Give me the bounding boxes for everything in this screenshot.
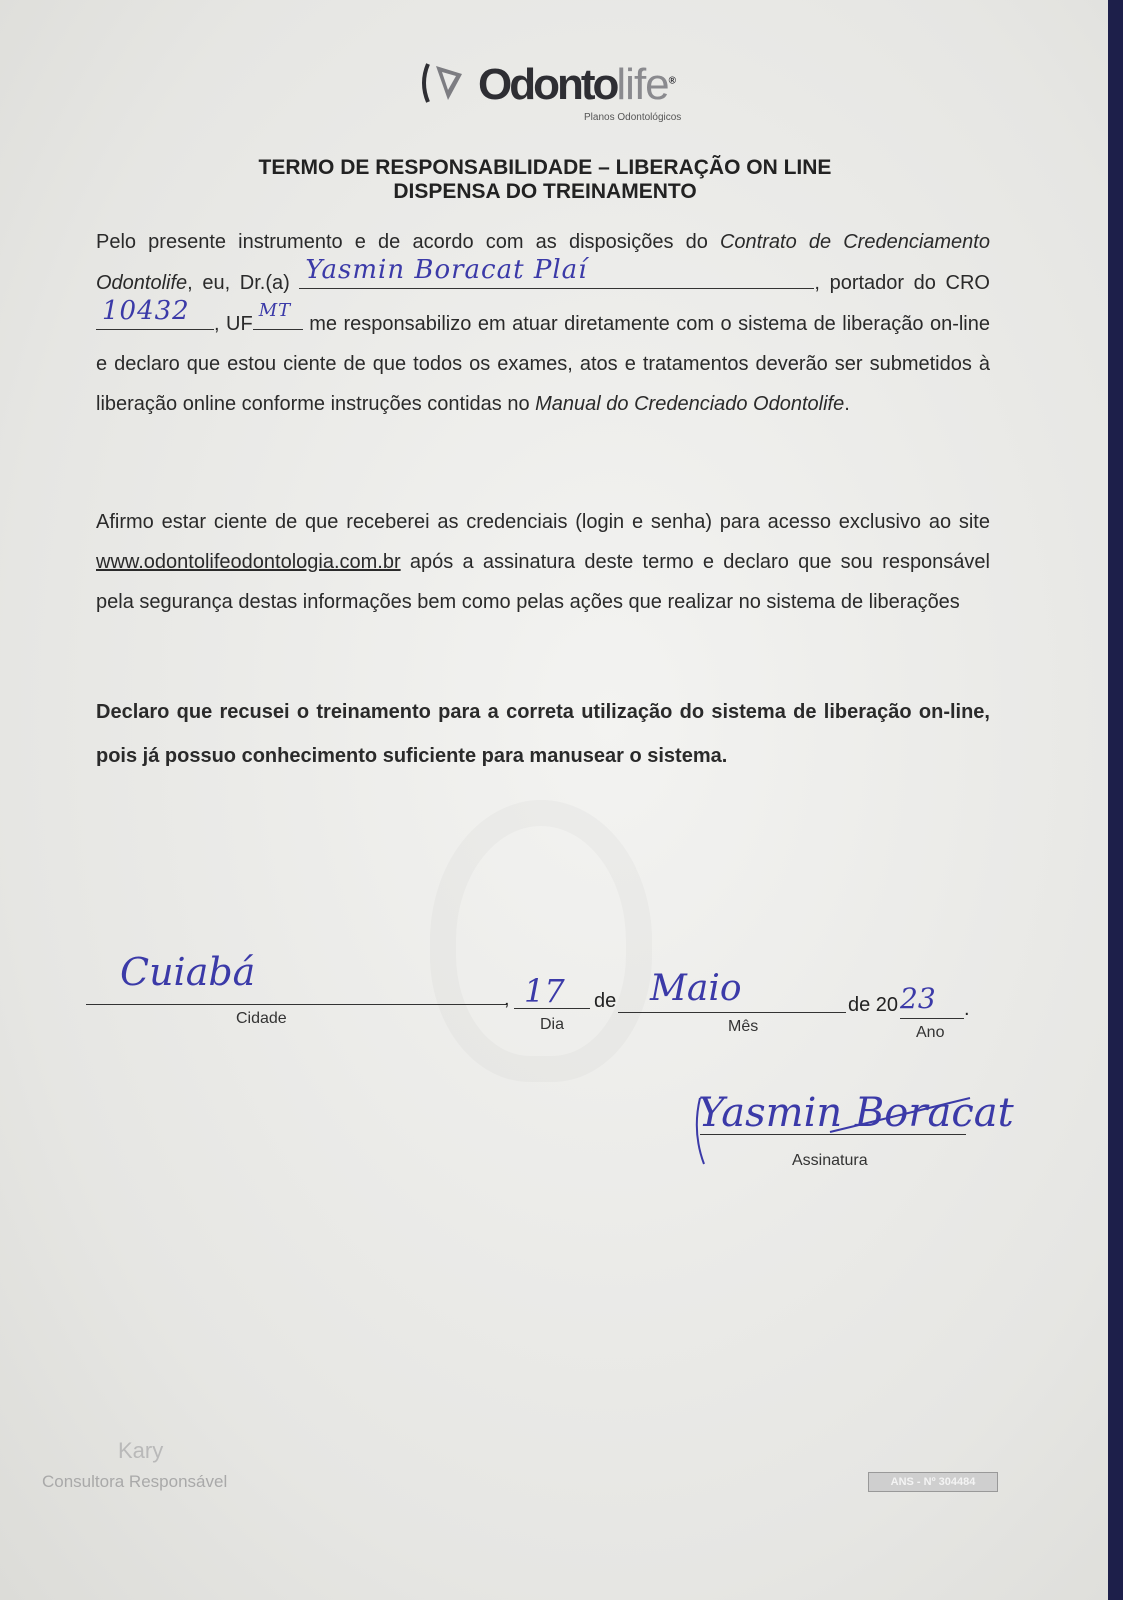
contract-name: Contrato de Credenciamento Odontolife	[96, 231, 990, 294]
p1-text-a: Pelo presente instrumento e de acordo com as disposições do	[96, 231, 720, 253]
date-period: .	[964, 998, 970, 1020]
signature-handwritten: Yasmin Boracat	[698, 1090, 1014, 1136]
signature-label: Assinatura	[792, 1152, 868, 1169]
p1-text-f: .	[844, 393, 850, 415]
ans-registration-stamp: ANS - Nº 304484	[868, 1472, 998, 1492]
p2-text-b: após a assinatura deste termo e declaro que sou responsável pela segurança destas informações bem como pelas ações que realizar no sistema de liberações	[96, 551, 990, 613]
document-title-line1: TERMO DE RESPONSABILIDADE – LIBERAÇÃO ON LINE	[258, 156, 832, 179]
paragraph-credentials	[96, 502, 990, 622]
uf-handwritten: MT	[258, 300, 292, 321]
day-line[interactable]	[514, 1008, 590, 1009]
month-line[interactable]	[618, 1012, 846, 1013]
year-label: Ano	[916, 1024, 945, 1041]
p2-text-a: Afirmo estar ciente de que receberei as credenciais (login e senha) para acesso exclusivo ao site	[96, 511, 990, 533]
cro-field[interactable]	[96, 296, 214, 330]
day-label: Dia	[540, 1016, 565, 1033]
date-comma: ,	[504, 988, 510, 1010]
year-line[interactable]	[900, 1018, 964, 1019]
year-handwritten: 23	[900, 982, 936, 1015]
document-title-line2: DISPENSA DO TREINAMENTO	[393, 180, 697, 203]
p1-text-e: me responsabilizo em atuar diretamente com o sistema de liberação on-line e declaro que estou ciente de que todos os exames, atos e tratamentos deverão ser submetidos à liberação online conforme instruções contidas no	[96, 313, 990, 415]
odontolife-logo	[418, 52, 718, 132]
logo-wordmark	[478, 60, 673, 110]
date-de-2: de 20	[848, 994, 899, 1016]
consultant-name: Kary	[118, 1438, 164, 1463]
logo-brand-bold: Odonto	[478, 60, 617, 109]
cro-handwritten: 10432	[102, 296, 190, 326]
paragraph-declaration	[96, 222, 990, 424]
logo-tooth-icon	[418, 58, 470, 108]
month-label: Mês	[728, 1018, 759, 1035]
p1-text-c: , portador do CRO	[814, 272, 990, 294]
logo-brand-light: life	[616, 60, 669, 109]
logo-registered: ®	[668, 75, 674, 87]
manual-name: Manual do Credenciado Odontolife	[535, 393, 845, 415]
city-handwritten: Cuiabá	[120, 950, 256, 994]
dentist-name-handwritten: Yasmin Boracat Plaí	[305, 255, 588, 285]
month-handwritten: Maio	[650, 968, 742, 1009]
logo-subtitle: Planos Odontológicos	[584, 112, 682, 123]
signature-line[interactable]	[700, 1134, 966, 1135]
date-de-1: de	[594, 990, 617, 1012]
p1-text-b: , eu, Dr.(a)	[187, 272, 300, 294]
uf-field[interactable]	[253, 300, 303, 330]
p1-text-d: , UF	[214, 313, 253, 335]
dentist-name-field[interactable]	[299, 255, 814, 289]
site-link[interactable]: www.odontolifeodontologia.com.br	[96, 551, 401, 573]
day-handwritten: 17	[524, 972, 565, 1010]
paragraph-training-refusal: Declaro que recusei o treinamento para a correta utilização do sistema de liberação on-line, pois já possuo conhecimento suficiente para manusear o sistema.	[96, 701, 990, 767]
city-line[interactable]	[86, 1004, 506, 1005]
background-watermark	[430, 800, 652, 1082]
consultant-role: Consultora Responsável	[42, 1472, 228, 1491]
city-label: Cidade	[236, 1010, 287, 1027]
